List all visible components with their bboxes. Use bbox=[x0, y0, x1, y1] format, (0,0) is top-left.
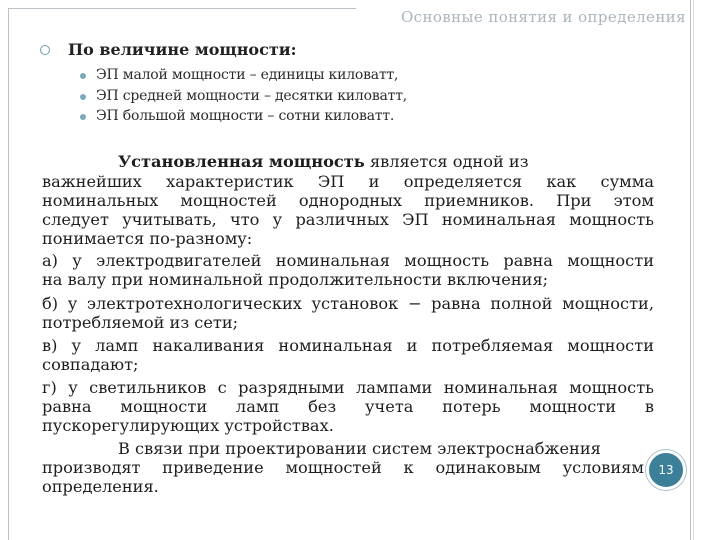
paragraph-line: следует учитывать, что у различных ЭП номинальная мощность bbox=[42, 210, 654, 229]
slide-frame-right-inner bbox=[693, 0, 694, 540]
paragraph-line: г) у светильников с разрядными лампами номинальная мощность bbox=[42, 378, 654, 397]
paragraph-line: понимается по-разному: bbox=[42, 229, 253, 248]
list-item: ЭП малой мощности – единицы киловатт, bbox=[96, 67, 399, 83]
circle-bullet-icon bbox=[40, 45, 50, 55]
slide-frame-right bbox=[690, 0, 691, 540]
paragraph-line: потребляемой из сети; bbox=[42, 313, 239, 332]
paragraph-line: в) у ламп накаливания номинальная и потребляемая мощности bbox=[42, 336, 654, 355]
slide-title: Основные понятия и определения bbox=[400, 8, 686, 26]
paragraph-line: номинальных мощностей однородных приемников. При этом bbox=[42, 191, 654, 210]
paragraph-line: совпадают; bbox=[42, 355, 139, 374]
term-rest: является одной из bbox=[364, 152, 529, 171]
paragraph-line: важнейших характеристик ЭП и определяется как сумма bbox=[42, 172, 654, 191]
paragraph-line: В связи при проектировании систем электроснабжения bbox=[118, 439, 601, 458]
page-number-badge: 13 bbox=[646, 450, 686, 490]
dot-bullet-icon bbox=[80, 94, 86, 100]
term-bold: Установленная мощность bbox=[118, 152, 365, 171]
paragraph-line: определения. bbox=[42, 477, 159, 496]
list-item: ЭП большой мощности – сотни киловатт. bbox=[96, 108, 395, 124]
paragraph-line: б) у электротехнологических установок − равна полной мощности, bbox=[42, 294, 654, 313]
list-item: ЭП средней мощности – десятки киловатт, bbox=[96, 88, 408, 104]
section-heading: По величине мощности: bbox=[68, 40, 297, 59]
dot-bullet-icon bbox=[80, 114, 86, 120]
slide-frame-top bbox=[8, 8, 356, 9]
paragraph-line: на валу при номинальной продолжительности включения; bbox=[42, 270, 549, 289]
paragraph-line: равна мощности ламп без учета потерь мощности в bbox=[42, 397, 654, 416]
paragraph-line: а) у электродвигателей номинальная мощность равна мощности bbox=[42, 251, 654, 270]
paragraph-line bbox=[118, 152, 529, 171]
slide-frame-left bbox=[8, 8, 9, 540]
dot-bullet-icon bbox=[80, 73, 86, 79]
paragraph-line: пускорегулирующих устройствах. bbox=[42, 416, 334, 435]
paragraph-line: производят приведение мощностей к одинаковым условиям bbox=[42, 458, 644, 477]
